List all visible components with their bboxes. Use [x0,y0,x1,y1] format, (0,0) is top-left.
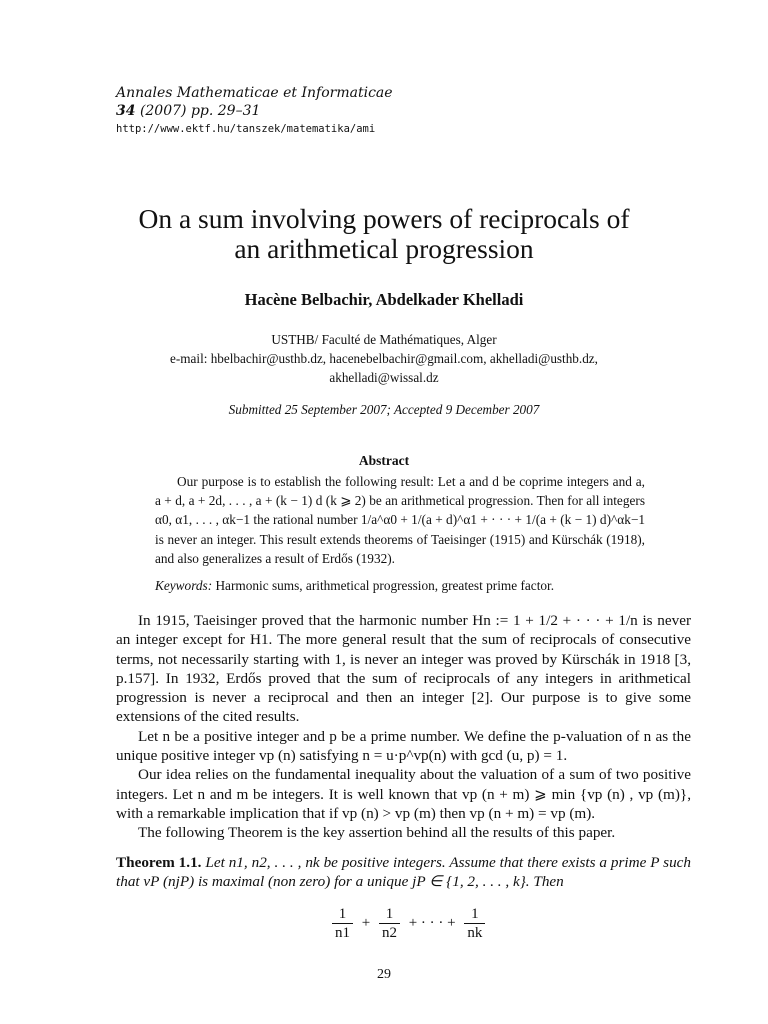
journal-name: Annales Mathematicae et Informaticae [116,85,393,101]
title-line-2: an arithmetical progression [234,233,534,264]
keywords-text: Harmonic sums, arithmetical progression, greatest prime factor. [215,578,555,593]
page-number: 29 [377,967,391,982]
abstract-heading: Abstract [358,453,410,468]
keywords [155,578,645,594]
fraction-3-denominator: nk [467,925,483,941]
fraction-2-numerator: 1 [379,905,400,924]
fraction-1-denominator: n1 [335,925,350,941]
journal-issue-pages: (2007) pp. 29–31 [139,103,261,119]
fraction-2-denominator: n2 [381,925,397,941]
journal-url[interactable]: http://www.ektf.hu/tanszek/matematika/ami [116,123,376,135]
fraction-1 [332,905,353,942]
plus-ellipsis: + · · · + [408,915,456,931]
paper-title [80,204,688,264]
fraction-3-numerator: 1 [464,905,485,924]
paragraph-3: Our idea relies on the fundamental inequality about the valuation of a sum of two positive integers. Let n and m be integers. It is well known that vp (n + m) ⩾ min {vp (n) , vp (m)}, with a remarkable implication that if vp (n) > vp (m) then vp (n + m) = vp (m). [116,766,691,822]
paragraph-1: In 1915, Taeisinger proved that the harmonic number Hn := 1 + 1/2 + · · · + 1/n is never an integer except for H1. The more general result that the sum of reciprocals of consecutive terms, not necessarily starting with 1, is never an integer was proved by Kürschák in 1918 [3, p.157]. In 1932, Erdős proved that the sum of reciprocals of any integers in arithmetical progression is never a reciprocal and then an integer [2]. Our purpose is to give some extensions of the cited results. [116,612,691,726]
journal-volume: 34 [116,103,136,119]
email-line-1: e-mail: hbelbachir@usthb.dz, hacenebelbachir@gmail.com, akhelladi@usthb.dz, [170,351,598,366]
paragraph-2: Let n be a positive integer and p be a prime number. We define the p-valuation of n as the unique positive integer vp (n) satisfying n = u·p^vp(n) with gcd (u, p) = 1. [116,727,691,765]
abstract-body [155,472,645,568]
email-line-2: akhelladi@wissal.dz [329,370,439,385]
theorem-1-1 [116,853,691,892]
fraction-1-numerator: 1 [332,905,353,924]
fraction-3 [464,905,485,942]
title-line-1: On a sum involving powers of reciprocals of [138,203,630,234]
affiliation-block [80,330,688,387]
journal-volume-line [116,103,260,119]
theorem-heading: Theorem 1.1. [116,854,202,871]
fraction-2 [379,905,400,942]
theorem-formula [330,905,487,942]
main-text [116,611,691,843]
theorem-text: Let n1, n2, . . . , nk be positive integers. Assume that there exists a prime P such that vP (njP) is maximal (non zero) for a unique jP ∈ {1, 2, . . . , k}. Then [116,854,692,891]
keywords-label: Keywords: [155,578,213,593]
authors: Hacène Belbachir, Abdelkader Khelladi [244,290,524,309]
paragraph-4: The following Theorem is the key assertion behind all the results of this paper. [138,824,616,842]
affiliation: USTHB/ Faculté de Mathématiques, Alger [271,332,497,347]
plus-sign-1: + [361,915,371,931]
submission-dates: Submitted 25 September 2007; Accepted 9 December 2007 [228,402,540,417]
abstract-text: Our purpose is to establish the following result: Let a and d be coprime integers and a, a + d, a + 2d, . . . , a + (k − 1) d (k ⩾ 2) be an arithmetical progression. Then for all integers α0, α1, . . . , αk−1 the rational number 1/a^α0 + 1/(a + d)^α1 + · · · + 1/(a + (k − 1) d)^αk−1 is never an integer. This result extends theorems of Taeisinger (1915) and Kürschák (1918), and also generalizes a result of Erdős (1932). [155,474,645,566]
